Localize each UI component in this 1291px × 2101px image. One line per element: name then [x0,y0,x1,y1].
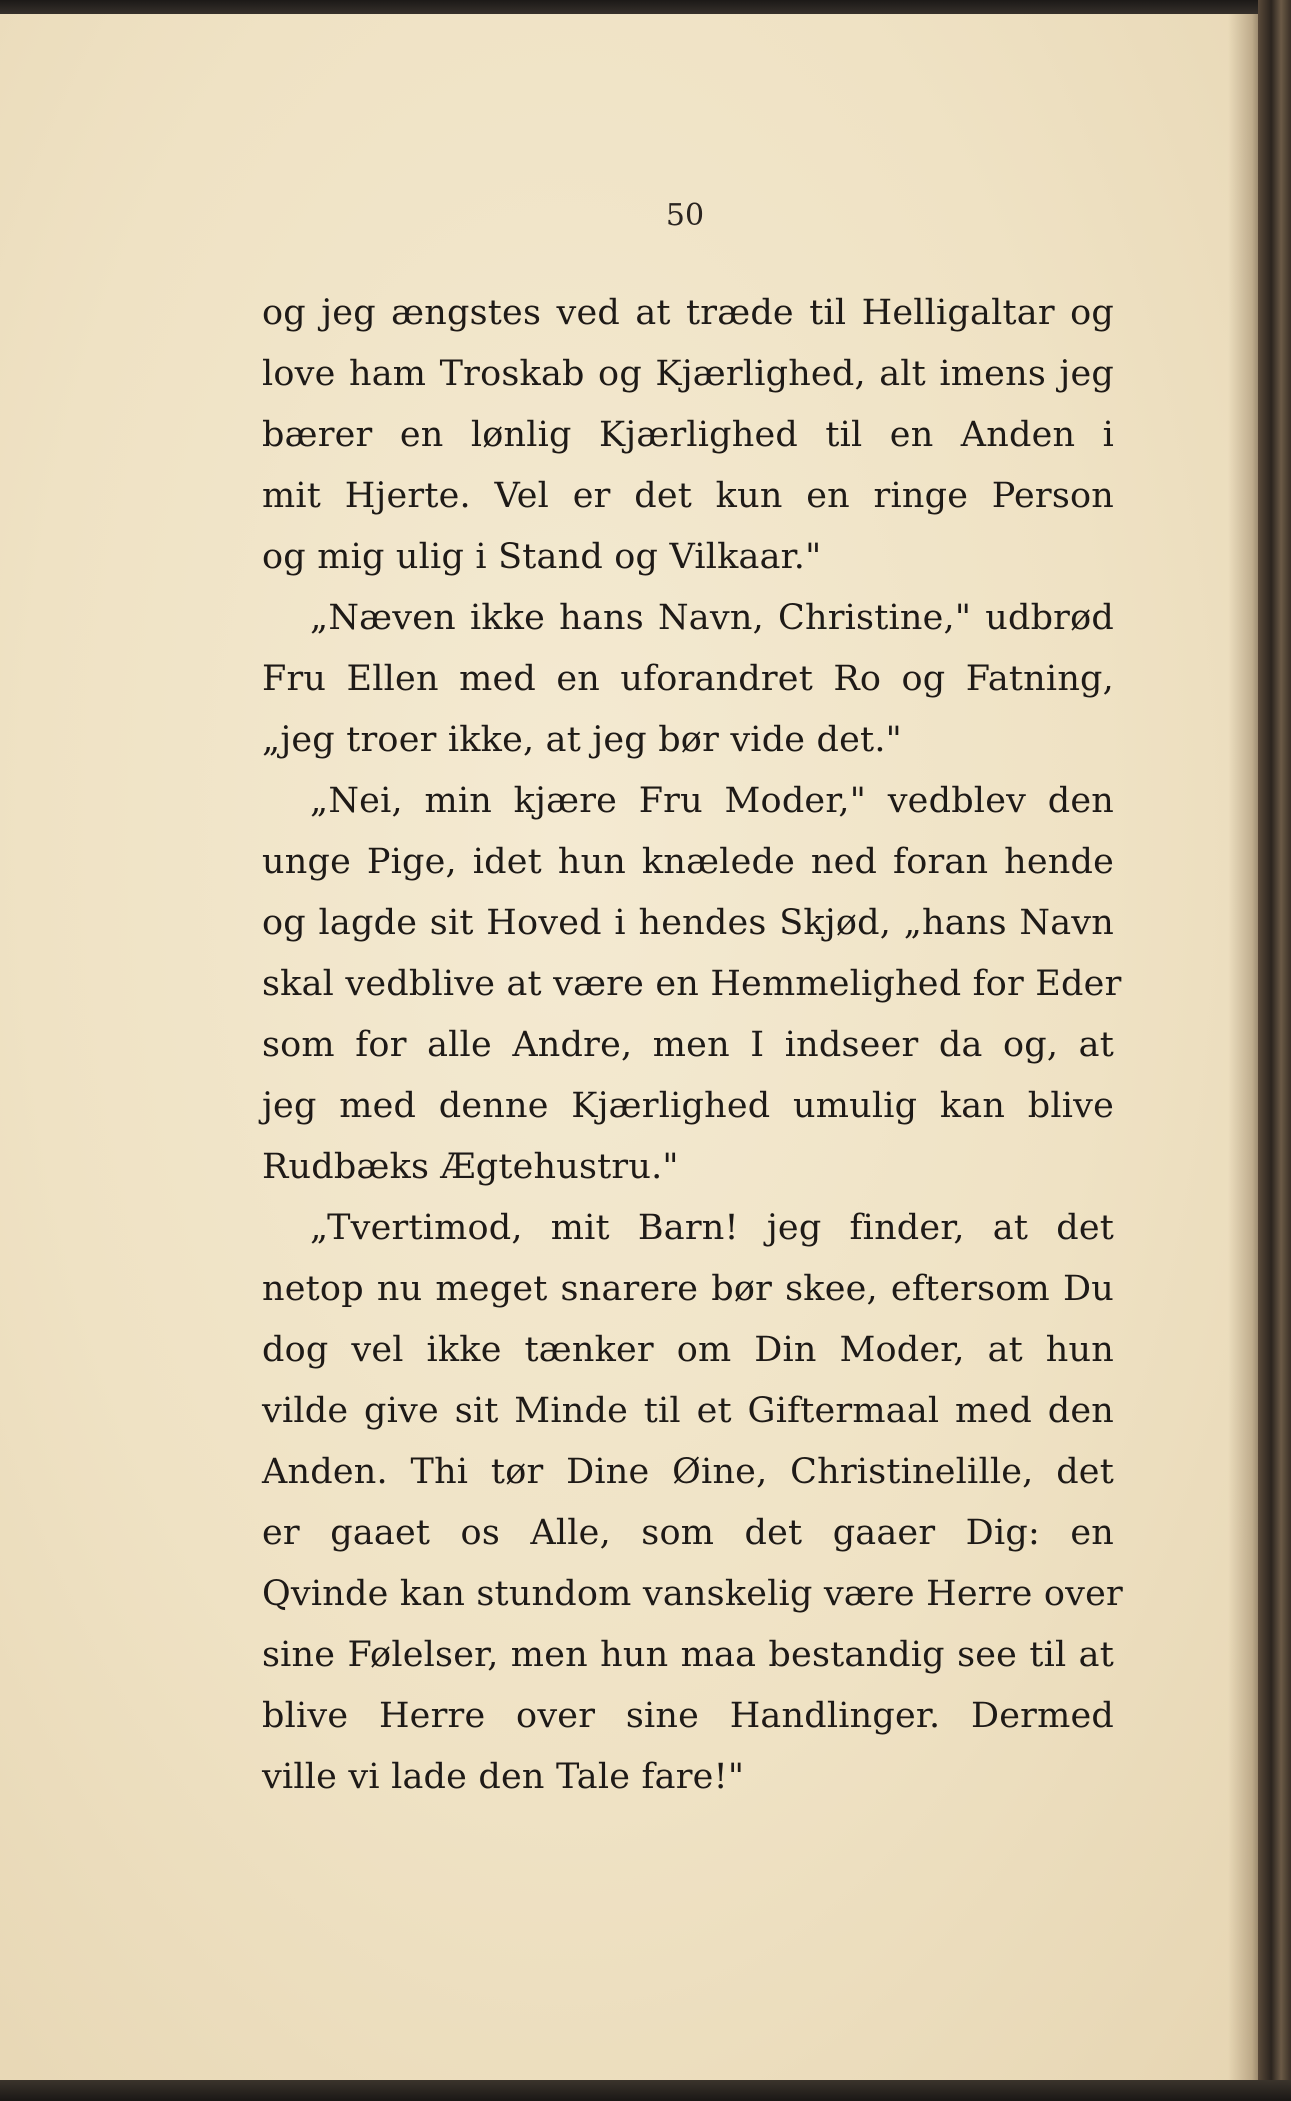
text-line: unge Pige, idet hun knælede ned foran hende [262,842,1114,882]
page-number: 50 [665,198,705,233]
text-line: Fru Ellen med en uforandret Ro og Fatning, [262,659,1114,699]
text-line: dog vel ikke tænker om Din Moder, at hun [262,1330,1114,1370]
text-line: sine Følelser, men hun maa bestandig see til at [262,1635,1114,1675]
text-line: som for alle Andre, men I indseer da og, at [262,1025,1114,1065]
text-line: „Nei, min kjære Fru Moder," vedblev den [310,781,1114,821]
text-line: Qvinde kan stundom vanskelig være Herre over [262,1574,1123,1614]
text-line: og lagde sit Hoved i hendes Skjød, „hans Navn [262,903,1114,943]
text-line: mit Hjerte. Vel er det kun en ringe Person [262,476,1114,516]
text-line: og jeg ængstes ved at træde til Helligaltar og [262,293,1114,333]
text-line: skal vedblive at være en Hemmelighed for Eder [262,964,1122,1004]
text-line: vilde give sit Minde til et Giftermaal med den [262,1391,1114,1431]
text-line: jeg med denne Kjærlighed umulig kan blive [262,1086,1114,1126]
text-line: Anden. Thi tør Dine Øine, Christinelille, det [262,1452,1114,1492]
text-line: „jeg troer ikke, at jeg bør vide det." [262,720,902,760]
book-spine [1258,0,1291,2101]
text-line: netop nu meget snarere bør skee, eftersom Du [262,1269,1114,1309]
text-line: „Tvertimod, mit Barn! jeg finder, at det [310,1208,1114,1248]
body-text [262,283,1123,1808]
text-line: Rudbæks Ægtehustru." [262,1147,679,1187]
text-line: bærer en lønlig Kjærlighed til en Anden i [262,415,1114,455]
book-bottom-edge [0,2080,1291,2101]
text-line: blive Herre over sine Handlinger. Dermed [262,1696,1114,1736]
text-line: love ham Troskab og Kjærlighed, alt imens jeg [262,354,1114,394]
text-line: er gaaet os Alle, som det gaaer Dig: en [262,1513,1114,1553]
text-line: og mig ulig i Stand og Vilkaar." [262,537,822,577]
text-line: „Næven ikke hans Navn, Christine," udbrød [310,598,1114,638]
text-line: ville vi lade den Tale fare!" [262,1757,745,1797]
